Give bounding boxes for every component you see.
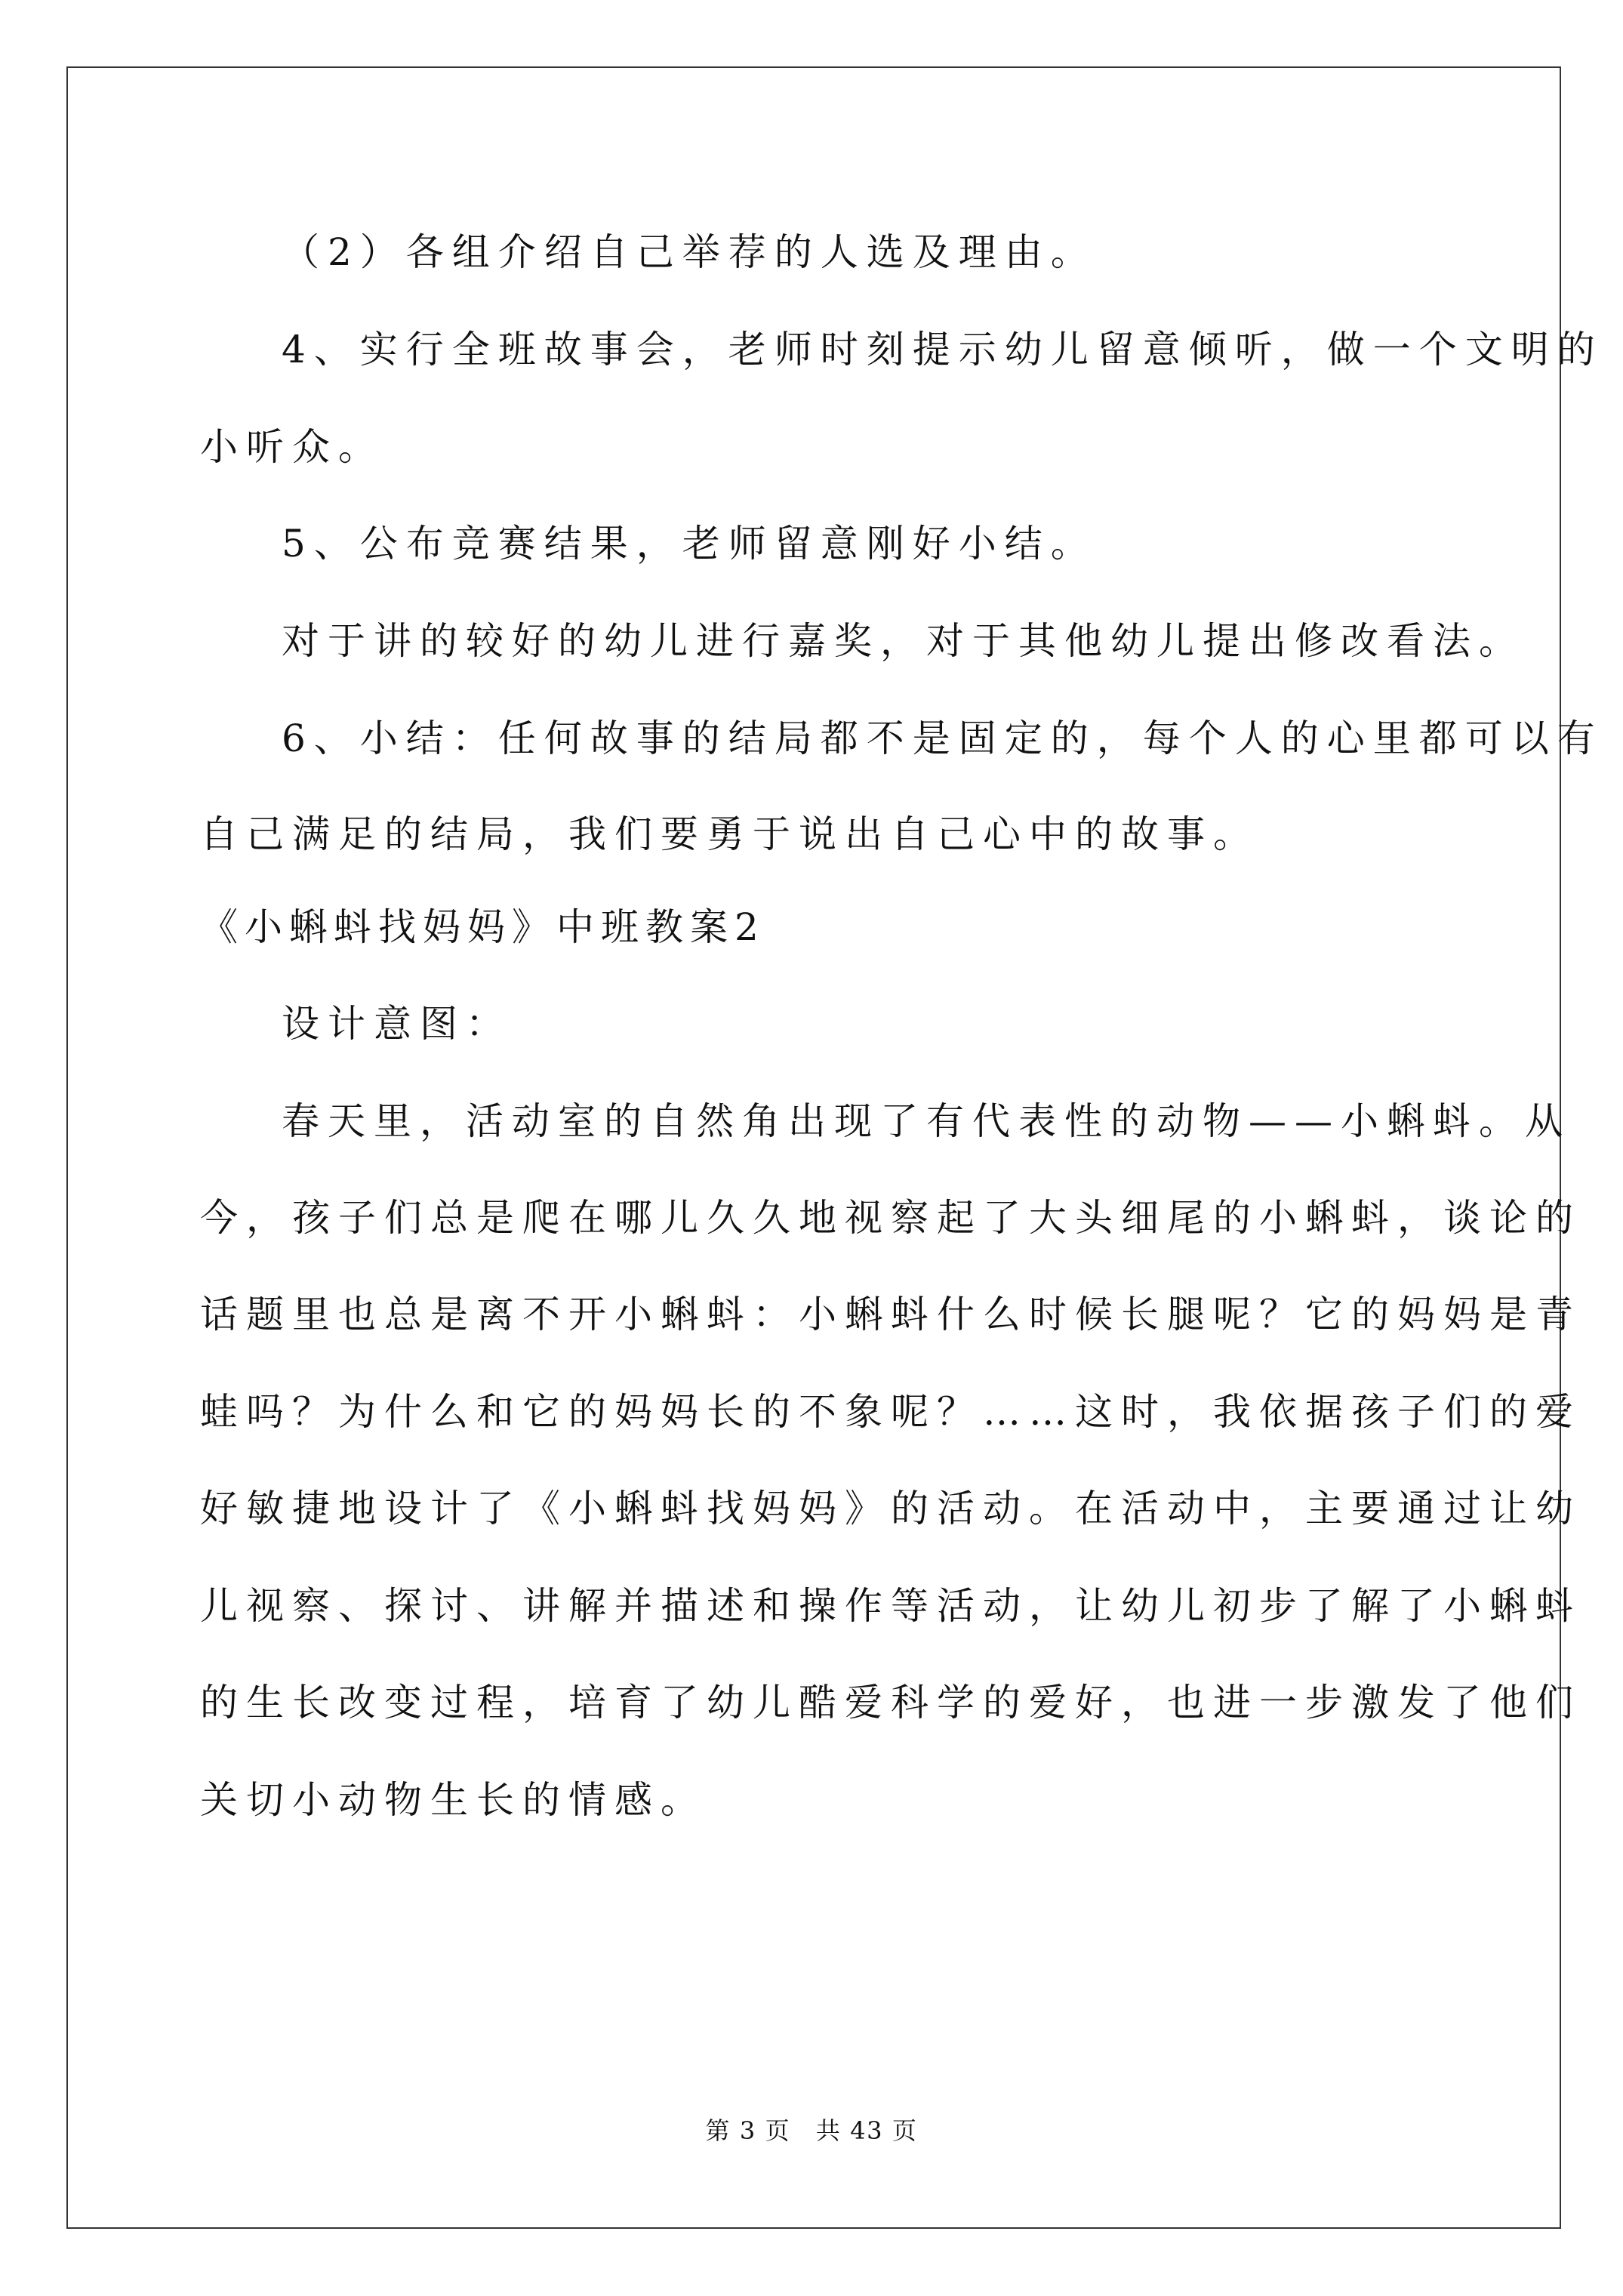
- paragraph-line: 蛙吗？为什么和它的妈妈长的不象呢？……这时，我依据孩子们的爱: [200, 1390, 1581, 1434]
- paragraph-line: （2）各组介绍自己举荐的人选及理由。: [282, 230, 1097, 274]
- section-heading: 《小蝌蚪找妈妈》中班教案2: [200, 905, 765, 949]
- paragraph-line: 关切小动物生长的情感。: [200, 1778, 707, 1822]
- paragraph-line: 自己满足的结局，我们要勇于说出自己心中的故事。: [200, 812, 1259, 856]
- paragraph-line: 今，孩子们总是爬在哪儿久久地视察起了大头细尾的小蝌蚪，谈论的: [200, 1196, 1581, 1240]
- paragraph-line: 5、公布竞赛结果，老师留意刚好小结。: [282, 522, 1097, 566]
- paragraph-line: 4、实行全班故事会，老师时刻提示幼儿留意倾听，做一个文明的: [282, 328, 1603, 371]
- paragraph-line: 的生长改变过程，培育了幼儿酷爱科学的爱好，也进一步激发了他们: [200, 1681, 1581, 1724]
- paragraph-line: 话题里也总是离不开小蝌蚪：小蝌蚪什么时候长腿呢？它的妈妈是青: [200, 1293, 1581, 1336]
- paragraph-line: 6、小结：任何故事的结局都不是固定的，每个人的心里都可以有: [282, 717, 1603, 760]
- paragraph-line: 设计意图：: [282, 1002, 512, 1046]
- page-number: 第 3 页 共 43 页: [705, 2116, 918, 2145]
- paragraph-line: 春天里，活动室的自然角出现了有代表性的动物——小蝌蚪。从: [282, 1099, 1571, 1143]
- paragraph-line: 好敏捷地设计了《小蝌蚪找妈妈》的活动。在活动中，主要通过让幼: [200, 1487, 1581, 1530]
- paragraph-line: 对于讲的较好的幼儿进行嘉奖，对于其他幼儿提出修改看法。: [282, 619, 1525, 663]
- paragraph-line: 小听众。: [200, 425, 384, 469]
- paragraph-line: 儿视察、探讨、讲解并描述和操作等活动，让幼儿初步了解了小蝌蚪: [200, 1584, 1581, 1628]
- page-border: [66, 66, 1561, 2229]
